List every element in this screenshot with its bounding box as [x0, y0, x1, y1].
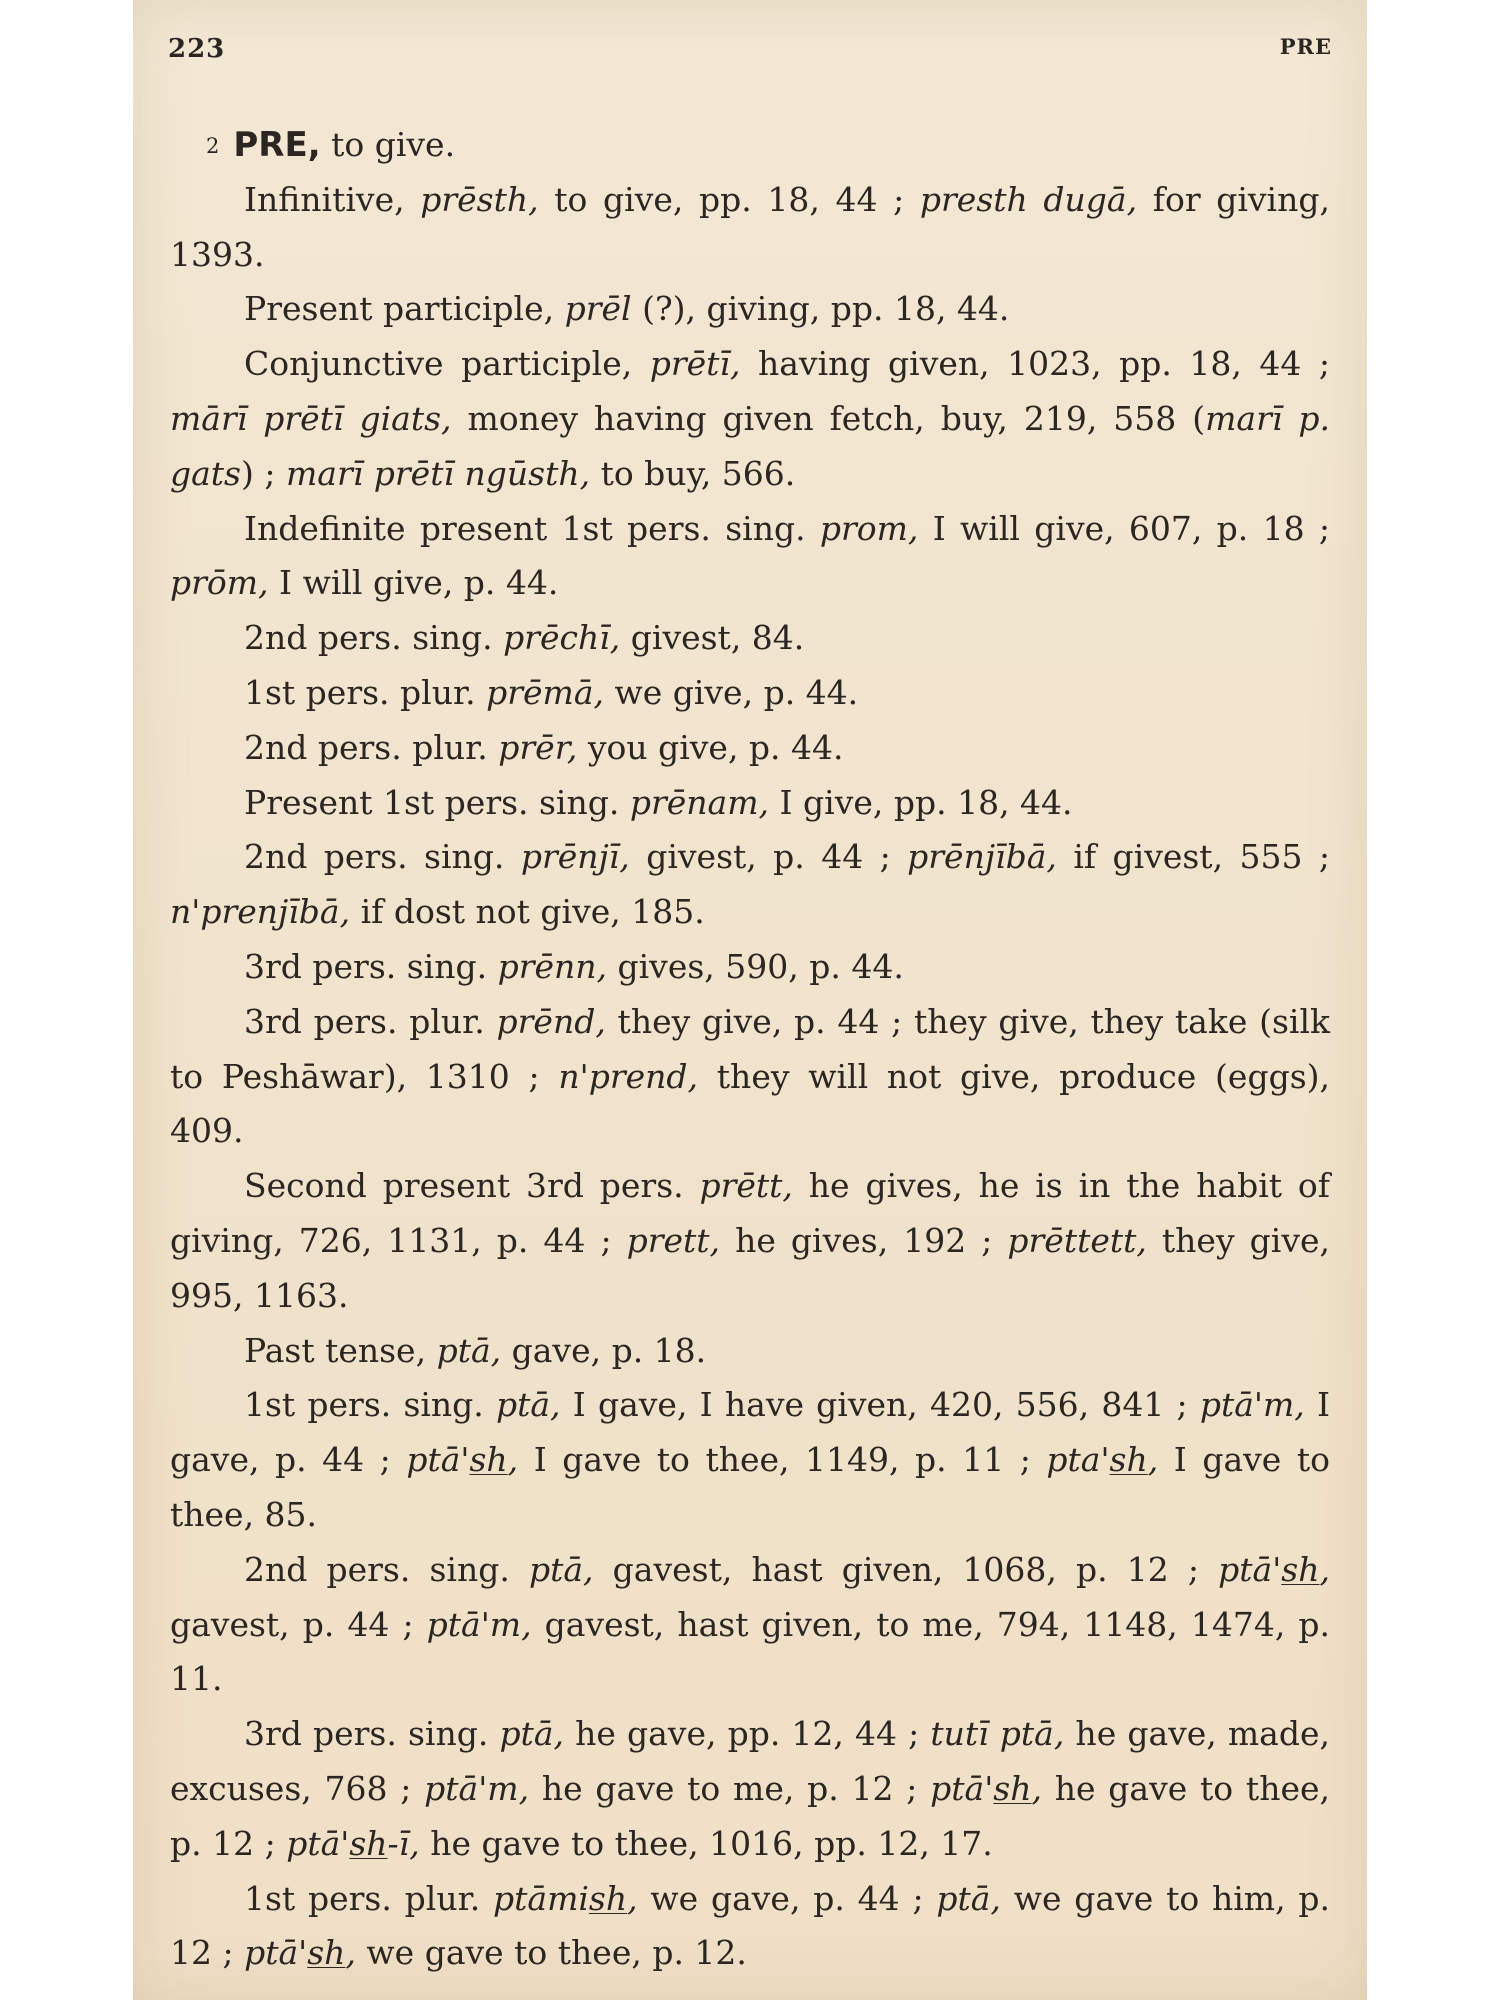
- entry-text: Past tense,: [244, 1330, 437, 1370]
- entry-text: he gave, made, excuses, 768 ;: [170, 1714, 1331, 1808]
- entry-text: money having given fetch, buy, 219, 558 (: [451, 398, 1206, 438]
- kafiri-form: ,: [1319, 1549, 1330, 1589]
- kafiri-form: [589, 1879, 627, 1918]
- kafiri-form: prēr,: [498, 727, 578, 767]
- entry-heading: [170, 118, 1330, 173]
- kafiri-form: prēsth,: [420, 179, 539, 219]
- kafiri-form: prēnjībā,: [907, 837, 1057, 877]
- entry-paragraph: [170, 1543, 1330, 1707]
- entry-text: we gave, p. 44 ;: [637, 1878, 937, 1918]
- entry-text: 2nd pers. sing.: [244, 618, 504, 658]
- underlined-digraph: sh: [1281, 1549, 1320, 1589]
- dictionary-page: [133, 0, 1367, 2000]
- entry-text: having given, 1023, pp. 18, 44 ;: [740, 344, 1331, 384]
- entry-text: he gave to me, p. 12 ;: [529, 1768, 931, 1808]
- underlined-digraph: sh: [588, 1878, 628, 1918]
- entry-text: if givest, 555 ;: [1056, 837, 1330, 877]
- kafiri-form: prom,: [819, 508, 919, 548]
- entry-paragraph: [170, 940, 1330, 995]
- kafiri-form: -ī,: [387, 1823, 420, 1863]
- entry-text: I gave, p. 44 ;: [170, 1385, 1330, 1480]
- entry-paragraph: [170, 337, 1330, 501]
- kafiri-form: prēnjī,: [520, 837, 630, 877]
- entry-text: 2nd pers. plur.: [244, 727, 499, 767]
- entry-text: gavest, p. 44 ;: [170, 1604, 427, 1644]
- headword-gloss: to give.: [320, 125, 456, 164]
- entry-text: Infinitive,: [244, 179, 421, 219]
- entry-text: for giving, 1393.: [170, 179, 1330, 274]
- kafiri-form: ptā,: [528, 1549, 594, 1589]
- kafiri-form: prēnam,: [629, 782, 769, 822]
- entry-text: Present participle,: [244, 289, 565, 329]
- entry-text: 3rd pers. sing.: [244, 1714, 500, 1754]
- entry-paragraph: [170, 1159, 1330, 1323]
- kafiri-form: mārī prētī giats,: [170, 398, 452, 438]
- kafiri-form: ptā': [930, 1768, 994, 1808]
- entry-text: (?), giving, pp. 18, 44.: [631, 289, 1010, 329]
- page-number: 223: [168, 34, 226, 64]
- underlined-digraph: sh: [349, 1823, 388, 1863]
- entry-text: he gave to thee, p. 12 ;: [170, 1768, 1330, 1863]
- underlined-digraph: sh: [1109, 1440, 1148, 1480]
- entry-text: 2nd pers. sing.: [244, 837, 521, 877]
- kafiri-form: prētt,: [699, 1166, 793, 1206]
- kafiri-form: ptā'm,: [424, 1768, 530, 1808]
- entry-text: I gave to thee, 1149, p. 11 ;: [518, 1440, 1047, 1480]
- kafiri-form: prēl: [564, 289, 632, 329]
- entry-paragraph: [170, 282, 1330, 337]
- kafiri-form: prōm,: [170, 563, 269, 603]
- sense-number: 2: [206, 134, 220, 158]
- kafiri-form: [469, 1440, 507, 1479]
- kafiri-form: prētī,: [649, 344, 741, 384]
- underlined-digraph: sh: [469, 1440, 508, 1480]
- entry-text: they will not give, produce (eggs), 409.: [170, 1056, 1330, 1151]
- kafiri-form: ,: [507, 1440, 519, 1480]
- kafiri-form: [1281, 1550, 1319, 1589]
- entry-paragraph: [170, 830, 1330, 940]
- entry-text: Indefinite present 1st pers. sing.: [244, 508, 820, 548]
- entry-text: 1st pers. plur.: [244, 1878, 494, 1918]
- kafiri-form: ,: [627, 1878, 638, 1918]
- kafiri-form: ptā': [406, 1440, 470, 1480]
- entry-paragraph: [170, 666, 1330, 721]
- kafiri-form: [1110, 1440, 1148, 1479]
- kafiri-form: ptāmi: [493, 1878, 589, 1918]
- entry-paragraph: [170, 1378, 1330, 1542]
- entry-text: you give, p. 44.: [577, 727, 844, 767]
- entry-text: they give, p. 44 ; they give, they take (silk to Peshāwar), 1310 ;: [170, 1001, 1330, 1096]
- running-head: [168, 34, 1332, 68]
- kafiri-form: ,: [1147, 1440, 1159, 1480]
- entry-text: to give, pp. 18, 44 ;: [538, 179, 920, 219]
- entry-text: Present 1st pers. sing.: [244, 782, 630, 822]
- entry-paragraph: [170, 1872, 1330, 1982]
- entry-text: he gives, he is in the habit of giving, 726, 1131, p. 44 ;: [170, 1166, 1330, 1260]
- section-header: PRE: [1279, 34, 1332, 59]
- entry-text: gave, p. 18.: [501, 1330, 707, 1370]
- entry-text: if dost not give, 185.: [350, 892, 705, 932]
- kafiri-form: ,: [1031, 1768, 1042, 1808]
- entry-text: 2nd pers. sing.: [244, 1549, 529, 1589]
- kafiri-form: ptā': [244, 1933, 308, 1973]
- entry-text: ) ;: [241, 453, 286, 493]
- kafiri-form: ptā': [1218, 1549, 1282, 1589]
- kafiri-form: [307, 1933, 345, 1972]
- underlined-digraph: sh: [307, 1933, 346, 1973]
- kafiri-form: marī prētī ngūsth,: [285, 453, 591, 493]
- kafiri-form: marī p. gats: [170, 398, 1330, 493]
- entry-text: they give, 995, 1163.: [170, 1220, 1330, 1315]
- underlined-digraph: sh: [993, 1768, 1032, 1808]
- entry-text: 1st pers. sing.: [244, 1385, 496, 1425]
- entry-text: givest, p. 44 ;: [629, 837, 908, 877]
- kafiri-form: ptā': [286, 1823, 350, 1863]
- entry-text: I will give, 607, p. 18 ;: [918, 508, 1330, 548]
- kafiri-form: n'prenjībā,: [170, 892, 351, 932]
- entry-paragraph: [170, 1707, 1330, 1871]
- entry-paragraph: [170, 1324, 1330, 1379]
- entry-text: gives, 590, p. 44.: [607, 946, 904, 986]
- kafiri-form: ptā,: [936, 1878, 1001, 1918]
- kafiri-form: n'prend,: [558, 1056, 699, 1096]
- kafiri-form: ,: [345, 1933, 356, 1973]
- headword: PRE,: [233, 125, 321, 165]
- kafiri-form: prēnn,: [497, 946, 608, 986]
- entry-text: he gives, 192 ;: [720, 1220, 1008, 1260]
- entry-text: we give, p. 44.: [603, 672, 859, 712]
- entry-text: 3rd pers. sing.: [244, 946, 498, 986]
- kafiri-form: [349, 1824, 387, 1863]
- entry-text: I give, pp. 18, 44.: [769, 782, 1073, 822]
- kafiri-form: tutī ptā,: [930, 1714, 1065, 1754]
- kafiri-form: ptā'm,: [1199, 1385, 1305, 1425]
- entry-text: gavest, hast given, 1068, p. 12 ;: [593, 1549, 1219, 1589]
- entry-paragraph: [170, 721, 1330, 776]
- entry-text: Conjunctive participle,: [244, 344, 650, 384]
- entry-paragraph: [170, 611, 1330, 666]
- entry-paragraph: [170, 995, 1330, 1159]
- entry-text: we gave to him, p. 12 ;: [170, 1878, 1331, 1973]
- entry-text: to buy, 566.: [590, 453, 796, 493]
- kafiri-form: presth dugā,: [919, 179, 1138, 219]
- kafiri-form: ptā,: [496, 1385, 561, 1425]
- entry-text: I gave, I have given, 420, 556, 841 ;: [560, 1385, 1200, 1425]
- kafiri-form: prēmā,: [486, 672, 604, 712]
- entry-text: gavest, hast given, to me, 794, 1148, 1474, p. 11.: [170, 1604, 1330, 1699]
- entry-text: he gave, pp. 12, 44 ;: [564, 1714, 931, 1754]
- entry-text: Second present 3rd pers.: [244, 1166, 700, 1206]
- entry-text: I gave to thee, 85.: [170, 1440, 1330, 1534]
- entry-body: [170, 118, 1330, 1981]
- kafiri-form: [993, 1769, 1031, 1808]
- kafiri-form: ptā'm,: [426, 1604, 532, 1644]
- entry-text: he gave to thee, 1016, pp. 12, 17.: [419, 1823, 993, 1863]
- entry-paragraph: [170, 173, 1330, 283]
- entry-text: we gave to thee, p. 12.: [355, 1933, 747, 1973]
- kafiri-form: ptā,: [499, 1714, 564, 1754]
- kafiri-form: prett,: [626, 1220, 721, 1260]
- kafiri-form: prēchī,: [503, 618, 621, 658]
- entry-text: 1st pers. plur.: [244, 672, 487, 712]
- entry-paragraph: [170, 502, 1330, 612]
- kafiri-form: pta': [1046, 1440, 1110, 1480]
- kafiri-form: ptā,: [436, 1330, 502, 1370]
- entry-text: I will give, p. 44.: [268, 563, 559, 603]
- kafiri-form: prēnd,: [496, 1001, 606, 1041]
- kafiri-form: prēttett,: [1007, 1220, 1147, 1260]
- entry-paragraph: [170, 776, 1330, 831]
- entry-text: givest, 84.: [620, 618, 805, 658]
- entry-text: 3rd pers. plur.: [244, 1001, 497, 1041]
